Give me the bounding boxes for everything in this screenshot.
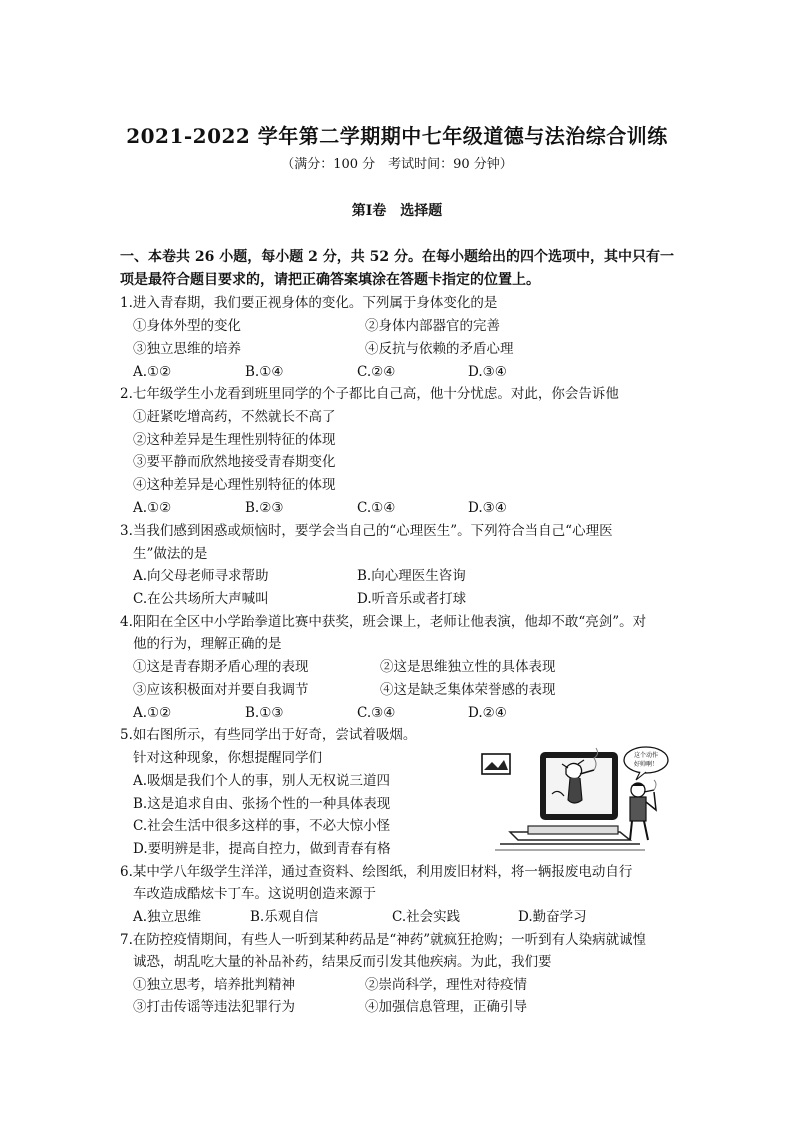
q3-option-c: C.在公共场所大声喊叫 <box>133 591 269 607</box>
q6-option-c: C.社会实践 <box>392 909 461 925</box>
q7-statement-3: ③打击传谣等违法犯罪行为 <box>133 999 295 1015</box>
q2-statement-4: ④这种差异是心理性别特征的体现 <box>133 477 336 493</box>
q6-option-d: D.勤奋学习 <box>518 909 587 925</box>
q2-statement-1: ①赶紧吃增高药，不然就长不高了 <box>133 409 336 425</box>
q5-stem-line1: 5.如右图所示，有些同学出于好奇，尝试着吸烟。 <box>120 727 417 743</box>
q4-option-a: A.①② <box>133 705 172 721</box>
exam-title: 2021-2022 学年第二学期期中七年级道德与法治综合训练 <box>126 124 668 148</box>
q1-statement-4: ④反抗与依赖的矛盾心理 <box>365 341 514 357</box>
q1-statement-1: ①身体外型的变化 <box>133 318 241 334</box>
speech-bubble-text-2: 好帅啊！ <box>633 761 659 768</box>
q6-stem-line2: 车改造成酷炫卡丁车。这说明创造来源于 <box>133 886 376 902</box>
q4-statement-1: ①这是青春期矛盾心理的表现 <box>133 659 309 675</box>
q2-option-b: B.②③ <box>245 500 284 516</box>
q2-option-c: C.①④ <box>357 500 396 516</box>
q6-option-b: B.乐观自信 <box>250 909 319 925</box>
q4-stem-line2: 他的行为，理解正确的是 <box>133 636 282 652</box>
q7-statement-4: ④加强信息管理，正确引导 <box>365 999 527 1015</box>
q2-option-d: D.③④ <box>468 500 507 516</box>
q4-option-c: C.③④ <box>357 705 396 721</box>
q4-option-b: B.①③ <box>245 705 284 721</box>
q1-option-a: A.①② <box>133 364 172 380</box>
q3-option-a: A.向父母老师寻求帮助 <box>133 568 269 584</box>
q1-statement-2: ②身体内部器官的完善 <box>365 318 500 334</box>
q3-stem-line1: 3.当我们感到困惑或烦恼时，要学会当自己的“心理医生”。下列符合当自己“心理医 <box>120 523 613 539</box>
q5-option-b: B.这是追求自由、张扬个性的一种具体表现 <box>133 796 391 812</box>
q3-option-d: D.听音乐或者打球 <box>357 591 467 607</box>
section-instructions: 一、本卷共 26 小题，每小题 2 分，共 52 分。在每小题给出的四个选项中，其中只有一项是最符合题目要求的，请把正确答案填涂在答题卡指定的位置上。 <box>120 249 674 288</box>
speech-bubble-text-1: 这个动作 <box>633 752 659 759</box>
q4-stem-line1: 4.阳阳在全区中小学跆拳道比赛中获奖，班会课上，老师让他表演，他却不敢“亮剑”。对 <box>120 614 647 630</box>
q2-stem: 2.七年级学生小龙看到班里同学的个子都比自己高，他十分忧虑。对此，你会告诉他 <box>120 386 619 402</box>
q1-stem: 1.进入青春期，我们要正视身体的变化。下列属于身体变化的是 <box>120 295 498 311</box>
q5-stem-line2: 针对这种现象，你想提醒同学们 <box>133 750 322 766</box>
q7-statement-1: ①独立思考，培养批判精神 <box>133 977 295 993</box>
q5-option-c: C.社会生活中很多这样的事，不必大惊小怪 <box>133 818 391 834</box>
q2-statement-3: ③要平静而欣然地接受青春期变化 <box>133 454 336 470</box>
q6-option-a: A.独立思维 <box>133 909 202 925</box>
q4-option-d: D.②④ <box>468 705 507 721</box>
q2-option-a: A.①② <box>133 500 172 516</box>
q7-statement-2: ②崇尚科学，理性对待疫情 <box>365 977 527 993</box>
q4-statement-2: ②这是思维独立性的具体表现 <box>380 659 556 675</box>
q6-stem-line1: 6.某中学八年级学生洋洋，通过查资料、绘图纸，利用废旧材料，将一辆报废电动自行 <box>120 864 633 880</box>
q5-option-a: A.吸烟是我们个人的事，别人无权说三道四 <box>133 773 391 789</box>
q4-statement-4: ④这是缺乏集体荣誉感的表现 <box>380 682 556 698</box>
q4-statement-3: ③应该积极面对并要自我调节 <box>133 682 309 698</box>
q1-option-d: D.③④ <box>468 364 507 380</box>
q5-option-d: D.要明辨是非，提高自控力，做到青春有格 <box>133 841 391 857</box>
exam-subtitle: （满分：100 分 考试时间：90 分钟） <box>281 157 513 172</box>
q3-option-b: B.向心理医生咨询 <box>357 568 466 584</box>
q3-stem-line2: 生”做法的是 <box>133 546 208 562</box>
section-heading: 第Ⅰ卷 选择题 <box>351 203 443 219</box>
q1-statement-3: ③独立思维的培养 <box>133 341 241 357</box>
q1-option-b: B.①④ <box>245 364 284 380</box>
q2-statement-2: ②这种差异是生理性别特征的体现 <box>133 432 336 448</box>
q1-option-c: C.②④ <box>357 364 396 380</box>
q7-stem-line1: 7.在防控疫情期间，有些人一听到某种药品是“神药”就疯狂抢购；一听到有人染病就诚惶 <box>120 932 647 948</box>
smoking-cartoon-illustration <box>470 740 670 855</box>
q7-stem-line2: 诚恐，胡乱吃大量的补品补药，结果反而引发其他疾病。为此，我们要 <box>133 954 552 970</box>
